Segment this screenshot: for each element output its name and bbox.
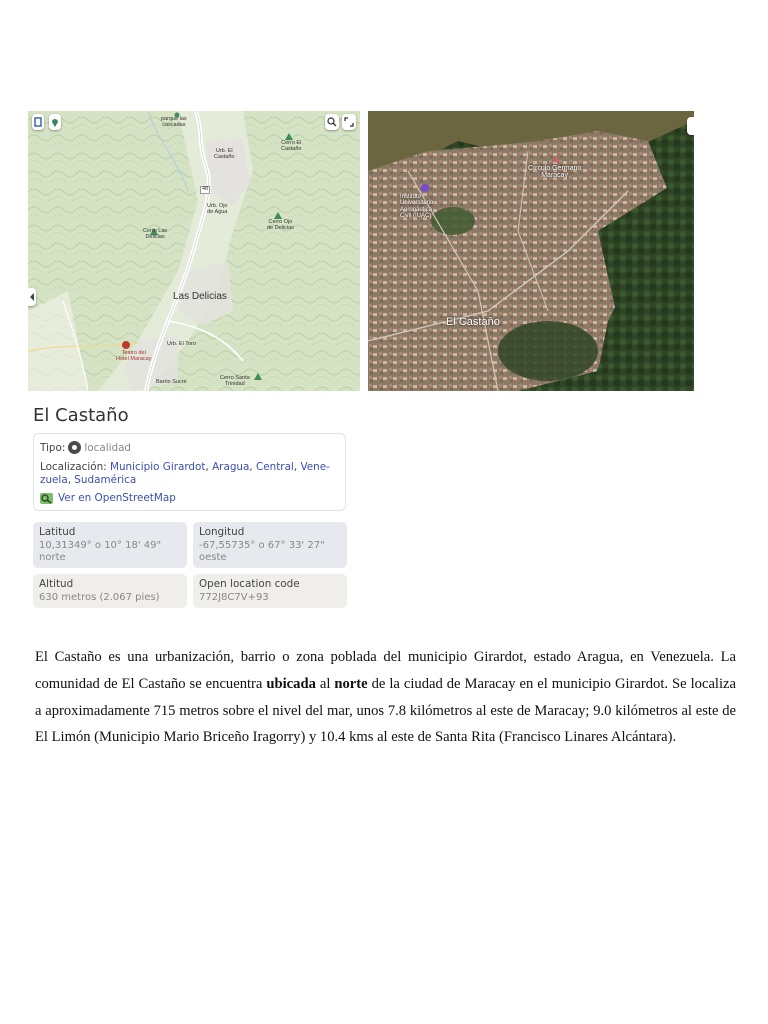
marker-control[interactable] [49, 114, 61, 130]
latitude-cell [33, 522, 187, 568]
map-label-barrio-sucre: Barrio Sucre [156, 379, 187, 385]
link-sudamerica[interactable]: Sudamérica [74, 474, 137, 486]
map-label-cerro-ojo-agua: Cerro Ojo de Delicias [267, 219, 294, 231]
longitude-value: -67,55735° o 67° 33' 27" oeste [199, 540, 325, 563]
longitude-label: Longitud [199, 526, 245, 538]
fullscreen-button[interactable] [342, 114, 356, 130]
satellite-map[interactable] [368, 111, 694, 391]
collapse-panel-button[interactable] [28, 288, 36, 306]
map-label-urb-ojo-agua: Urb. Ojo de Agua [207, 203, 228, 215]
place-info-box [33, 433, 346, 511]
link-central[interactable]: Central [255, 461, 294, 473]
location-pin-icon [51, 117, 59, 128]
link-aragua[interactable]: Aragua [212, 461, 250, 473]
latitude-value: 10,31349° o 10° 18' 49" norte [39, 540, 162, 563]
description-paragraph [35, 644, 736, 751]
satellite-graphic [368, 111, 694, 391]
sat-label-el-castano: El Castaño [446, 316, 500, 328]
localizacion-label: Localización: [40, 461, 107, 473]
topo-map[interactable] [28, 111, 360, 391]
map-label-urb-el-toro: Urb. El Toro [167, 341, 196, 347]
osm-row[interactable] [40, 492, 176, 504]
olc-value: 772J8C7V+93 [199, 592, 269, 603]
paragraph-bold-norte: norte [334, 675, 368, 692]
route-number: 48 [202, 186, 209, 192]
tipo-value: localidad [84, 441, 132, 454]
locality-icon [68, 441, 81, 454]
paragraph-text-2: al [315, 675, 335, 692]
olc-cell [193, 574, 347, 608]
expand-panel-button[interactable] [687, 117, 694, 135]
longitude-cell [193, 522, 347, 568]
paragraph-bold-ubicada: ubicada [266, 675, 316, 692]
search-icon [327, 117, 337, 127]
altitude-value: 630 metros (2.067 pies) [39, 592, 160, 603]
paragraph-text-1: El Castaño es una urbanización, barrio o zona poblada del municipio Girardot, estado Aragua, en Venezuela. La comunidad de El Castaño se encuentra [35, 649, 736, 692]
altitude-label: Altitud [39, 578, 74, 590]
map-label-cerro-el-castano: Cerro El Castaño [281, 140, 302, 152]
link-venezuela[interactable]: Vene- zuela [40, 461, 330, 486]
tipo-label: Tipo: [40, 441, 66, 454]
olc-label: Open location code [199, 578, 300, 590]
localizacion-row: Localización: Municipio Girardot, Aragua, Central, Vene- zuela, Sudamérica [40, 461, 330, 486]
osm-map-icon [40, 493, 53, 504]
sat-label-circulo: Círculo Germano Maracay [528, 165, 582, 180]
topo-map-graphic [28, 111, 360, 391]
paragraph-text-3: de la ciudad de Maracay en el municipio Girardot. Se localiza a aproximadamente 715 metros sobre el nivel del mar, unos 7.8 kilómetros al este de Maracay; 9.0 kilómetros al este de El Limón (Municipio Mario Briceño Iragorry) y 10.4 kms al este de Santa Rita (Francisco Linares Alcántara). [35, 675, 736, 746]
map-label-parque: parque las cascadas [161, 116, 187, 128]
sat-label-instituto: Instituto Universitario Aeronáutica Civil (IUAC) [400, 194, 434, 219]
chevron-left-icon [29, 293, 35, 301]
map-label-urb-el-castano: Urb. El Castaño [214, 148, 235, 160]
fullscreen-icon [344, 117, 354, 127]
place-title: El Castaño [33, 405, 129, 426]
openstreetmap-link[interactable]: Ver en OpenStreetMap [58, 492, 176, 504]
altitude-cell [33, 574, 187, 608]
layers-icon [34, 117, 42, 127]
link-municipio[interactable]: Municipio Girardot [110, 461, 206, 473]
map-label-cerro-santa: Cerro Santa Trinidad [220, 375, 250, 387]
map-label-las-delicias: Las Delicias [173, 291, 227, 302]
tipo-row [40, 441, 131, 454]
map-label-cerro-los-delicias: Cerro Las Delicias [143, 228, 168, 240]
map-label-teatro: Teatro del Hotel Maracay [116, 350, 152, 362]
layers-control[interactable] [32, 114, 44, 130]
latitude-label: Latitud [39, 526, 76, 538]
search-map-button[interactable] [325, 114, 339, 130]
